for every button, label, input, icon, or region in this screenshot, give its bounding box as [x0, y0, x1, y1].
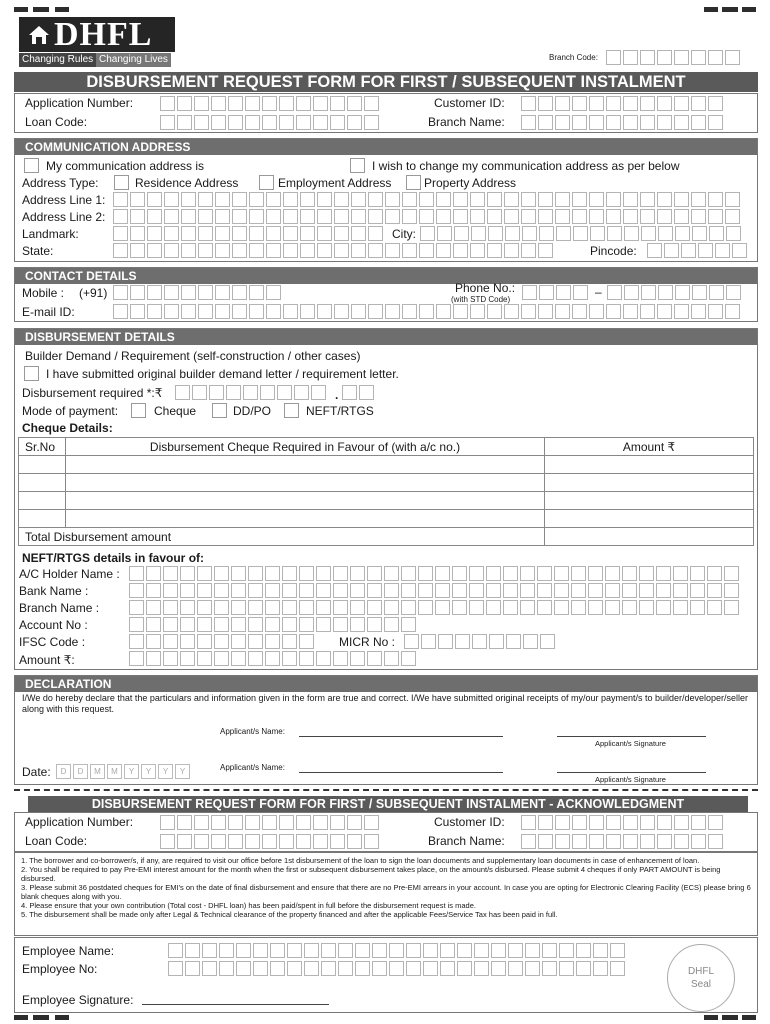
- date-label: Date:: [22, 765, 51, 779]
- total-amount-cell[interactable]: [545, 528, 754, 546]
- note-item: 2. You shall be required to pay Pre-EMI interest amount for the month when the first or subsequent disbursement takes place, on the amount/s disbursed. Please submit 4 cheques if only PART AMOUNT is being disbursed.: [21, 865, 721, 883]
- ack-loan-code-label: Loan Code:: [25, 834, 88, 848]
- brand-tagline-2: Changing Lives: [96, 53, 171, 67]
- address-line1-boxes[interactable]: [113, 192, 740, 207]
- note-item: 3. Please submit 36 postdated cheques for EMI's on the date of final disbursement and ensure that there are no Pre-EMI arrears in your account. In case you are opting for Electronic Clearing Facility (ECS) please bring 6 blank cheques along with you.: [21, 883, 751, 901]
- brand-name: DHFL: [54, 16, 153, 53]
- note-item: 4. Please ensure that your own contribution (Total cost - DHFL loan) has been paid/spent in full before the disbursement request is made.: [21, 901, 476, 910]
- branch-name-boxes[interactable]: [521, 115, 723, 130]
- landmark-boxes[interactable]: [113, 226, 383, 241]
- my-address-checkbox[interactable]: [24, 158, 39, 173]
- registration-mark: [14, 1015, 28, 1020]
- loan-code-label: Loan Code:: [25, 115, 88, 129]
- note-item: 5. The disbursement shall be made only after Legal & Technical clearance of the property financed and after the applicable Fees/Service Tax has been paid in full.: [21, 910, 558, 919]
- address-line2-label: Address Line 2:: [22, 210, 106, 224]
- phone-note: (with STD Code): [451, 295, 511, 304]
- mobile-boxes[interactable]: [113, 285, 281, 300]
- date-boxes[interactable]: D D M M Y Y Y Y: [56, 764, 190, 779]
- neft-amount-boxes[interactable]: [129, 651, 416, 666]
- registration-mark: [742, 7, 756, 12]
- city-boxes[interactable]: [420, 226, 741, 241]
- ac-holder-label: A/C Holder Name :: [19, 567, 120, 581]
- registration-mark: [704, 1015, 718, 1020]
- phone-label: Phone No.:: [455, 281, 516, 295]
- ack-application-number-label: Application Number:: [25, 815, 134, 829]
- note-item: 1. The borrower and co-borrower/s, if any, are required to visit our office before 1st disbursement of the loan to sign the loan documents and supplementary loan documents in case of enhancement of loan.: [21, 856, 700, 865]
- table-header-row: [19, 438, 754, 456]
- address-type-label: Address Type:: [22, 176, 99, 190]
- property-checkbox[interactable]: [406, 175, 421, 190]
- residence-checkbox[interactable]: [114, 175, 129, 190]
- pincode-boxes[interactable]: [647, 243, 747, 258]
- neft-title: NEFT/RTGS details in favour of:: [22, 551, 205, 565]
- dhfl-seal: [667, 944, 735, 1012]
- cheque-table: [18, 437, 754, 546]
- col-favour: Disbursement Cheque Required in Favour of (with a/c no.): [66, 438, 545, 456]
- branch-name-neft-label: Branch Name :: [19, 601, 100, 615]
- employment-label: Employment Address: [278, 176, 392, 190]
- ac-holder-boxes[interactable]: [129, 566, 739, 581]
- application-number-label: Application Number:: [25, 96, 134, 110]
- registration-mark: [55, 7, 69, 12]
- bank-name-boxes[interactable]: [129, 583, 739, 598]
- total-row: [19, 528, 754, 546]
- ack-customer-id-boxes[interactable]: [521, 815, 723, 830]
- mode-label: Mode of payment:: [22, 404, 119, 418]
- employee-signature-line[interactable]: [142, 1004, 329, 1005]
- micr-label: MICR No :: [339, 635, 396, 649]
- phone-number-boxes[interactable]: [607, 285, 741, 300]
- cut-line: [14, 789, 758, 791]
- ack-branch-name-label: Branch Name:: [428, 834, 505, 848]
- ack-loan-code-boxes[interactable]: [160, 834, 379, 849]
- registration-mark: [33, 1015, 49, 1020]
- notes-box: [14, 852, 758, 936]
- house-icon: [27, 24, 51, 46]
- disbursement-header: DISBURSEMENT DETAILS: [15, 329, 757, 345]
- table-row[interactable]: [19, 510, 754, 528]
- submitted-letter-label: I have submitted original builder demand letter / requirement letter.: [46, 367, 399, 381]
- application-number-boxes[interactable]: [160, 96, 379, 111]
- address-line1-label: Address Line 1:: [22, 193, 106, 207]
- phone-std-boxes[interactable]: [522, 285, 588, 300]
- account-no-boxes[interactable]: [129, 617, 416, 632]
- branch-code-label: Branch Code:: [549, 53, 598, 62]
- declaration-text: I/We do hereby declare that the particulars and information given in the form are true and correct. I/We have submitted original receipts of my/our payment/s to builder/developer/seller along with this request.: [22, 693, 749, 714]
- employee-no-label: Employee No:: [22, 962, 98, 976]
- submitted-letter-checkbox[interactable]: [24, 366, 39, 381]
- ddpo-label: DD/PO: [233, 404, 272, 418]
- email-label: E-mail ID:: [22, 305, 75, 319]
- seal-line-2: Seal: [690, 979, 711, 990]
- pincode-label: Pincode:: [590, 244, 637, 258]
- email-boxes[interactable]: [113, 304, 740, 319]
- seal-line-1: DHFL: [687, 966, 715, 977]
- applicant-name-label-1: Applicant/s Name:: [220, 727, 285, 736]
- registration-mark: [742, 1015, 756, 1020]
- state-boxes[interactable]: [113, 243, 553, 258]
- branch-name-neft-boxes[interactable]: [129, 600, 739, 615]
- applicant-signature-label-1: Applicant/s Signature: [595, 739, 666, 748]
- total-label: Total Disbursement amount: [19, 528, 545, 546]
- col-amount: Amount ₹: [545, 438, 754, 456]
- neft-label: NEFT/RTGS: [306, 404, 374, 418]
- customer-id-label: Customer ID:: [434, 96, 505, 110]
- my-address-label: My communication address is: [46, 159, 205, 173]
- customer-id-boxes[interactable]: [521, 96, 723, 111]
- disbursement-amount-boxes[interactable]: [175, 385, 326, 400]
- table-row[interactable]: [19, 474, 754, 492]
- registration-mark: [704, 7, 718, 12]
- cheque-label: Cheque: [154, 404, 197, 418]
- col-srno: Sr.No: [19, 438, 66, 456]
- registration-mark: [33, 7, 49, 12]
- employee-name-boxes[interactable]: [168, 943, 625, 958]
- ifsc-boxes[interactable]: [129, 634, 314, 649]
- employment-checkbox[interactable]: [259, 175, 274, 190]
- contact-header: CONTACT DETAILS: [15, 268, 757, 284]
- phone-dash: –: [595, 285, 602, 299]
- ifsc-label: IFSC Code :: [19, 635, 86, 649]
- address-line2-boxes[interactable]: [113, 209, 740, 224]
- micr-boxes[interactable]: [404, 634, 555, 649]
- change-address-label: I wish to change my communication address as per below: [372, 159, 680, 173]
- account-no-label: Account No :: [19, 618, 88, 632]
- ddpo-checkbox[interactable]: [212, 403, 227, 418]
- disbursement-required-label: Disbursement required *:₹: [22, 386, 163, 400]
- branch-code-boxes[interactable]: [606, 50, 740, 65]
- applicant-name-label-2: Applicant/s Name:: [220, 763, 285, 772]
- property-label: Property Address: [424, 176, 517, 190]
- loan-code-boxes[interactable]: [160, 115, 379, 130]
- registration-mark: [55, 1015, 69, 1020]
- communication-header: COMMUNICATION ADDRESS: [15, 139, 757, 155]
- mobile-label: Mobile :: [22, 286, 65, 300]
- ack-title: DISBURSEMENT REQUEST FORM FOR FIRST / SUBSEQUENT INSTALMENT - ACKNOWLEDGMENT: [28, 796, 748, 812]
- residence-label: Residence Address: [135, 176, 239, 190]
- employee-signature-label: Employee Signature:: [22, 993, 134, 1007]
- ack-branch-name-boxes[interactable]: [521, 834, 723, 849]
- table-row[interactable]: [19, 492, 754, 510]
- mobile-code: (+91): [79, 286, 108, 300]
- state-label: State:: [22, 244, 54, 258]
- neft-amount-label: Amount ₹:: [19, 653, 75, 667]
- cheque-checkbox[interactable]: [131, 403, 146, 418]
- disbursement-paise-boxes[interactable]: [342, 385, 374, 400]
- neft-checkbox[interactable]: [284, 403, 299, 418]
- builder-demand-label: Builder Demand / Requirement (self-construction / other cases): [25, 349, 361, 363]
- change-address-checkbox[interactable]: [350, 158, 365, 173]
- applicant-signature-line-1[interactable]: [557, 736, 706, 737]
- landmark-label: Landmark:: [22, 227, 79, 241]
- applicant-name-line-1[interactable]: [299, 736, 503, 737]
- form-title: DISBURSEMENT REQUEST FORM FOR FIRST / SUBSEQUENT INSTALMENT: [14, 72, 758, 92]
- registration-mark: [722, 1015, 738, 1020]
- declaration-header: DECLARATION: [15, 676, 757, 692]
- registration-mark: [722, 7, 738, 12]
- employee-no-boxes[interactable]: [168, 961, 625, 976]
- cheque-details-label: Cheque Details:: [22, 421, 113, 435]
- ack-customer-id-label: Customer ID:: [434, 815, 505, 829]
- dhfl-logo: [19, 17, 175, 68]
- ack-application-number-boxes[interactable]: [160, 815, 379, 830]
- branch-name-label: Branch Name:: [428, 115, 505, 129]
- table-row[interactable]: [19, 456, 754, 474]
- applicant-signature-label-2: Applicant/s Signature: [595, 775, 666, 784]
- applicant-signature-line-2[interactable]: [557, 772, 706, 773]
- registration-mark: [14, 7, 28, 12]
- city-label: City:: [392, 227, 416, 241]
- decimal-point: .: [335, 388, 339, 402]
- employee-name-label: Employee Name:: [22, 944, 115, 958]
- applicant-name-line-2[interactable]: [299, 772, 503, 773]
- brand-tagline-1: Changing Rules: [19, 53, 96, 67]
- bank-name-label: Bank Name :: [19, 584, 89, 598]
